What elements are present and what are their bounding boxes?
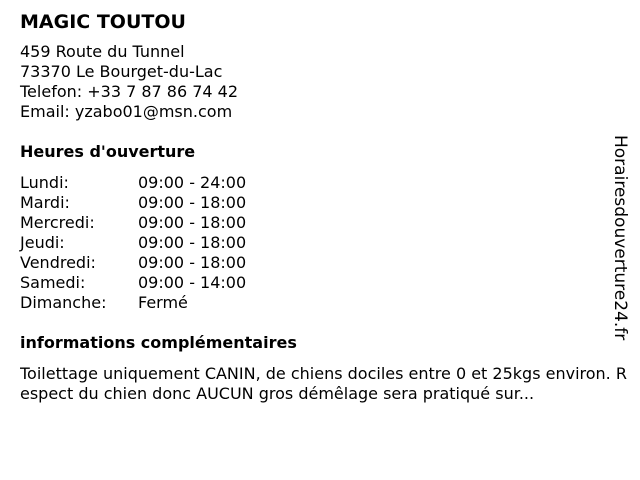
address-city: 73370 Le Bourget-du-Lac <box>20 62 223 81</box>
hours-row-tuesday <box>20 193 610 213</box>
phone-line[interactable]: Telefon: +33 7 87 86 74 42 <box>20 82 239 101</box>
time-value: 09:00 - 24:00 <box>138 173 247 192</box>
hours-row-wednesday <box>20 213 610 233</box>
hours-row-monday <box>20 173 610 193</box>
time-value: 09:00 - 18:00 <box>138 253 247 272</box>
time-value: 09:00 - 18:00 <box>138 233 247 252</box>
info-heading: informations complémentaires <box>20 333 297 352</box>
day-label: Samedi: <box>20 273 86 292</box>
time-value: Fermé <box>138 293 188 312</box>
day-label: Dimanche: <box>20 293 107 312</box>
day-label: Jeudi: <box>20 233 65 252</box>
time-value: 09:00 - 18:00 <box>138 213 247 232</box>
info-text: Toilettage uniquement CANIN, de chiens dociles entre 0 et 25kgs environ. Respect du chien donc AUCUN gros démêlage sera pratiqué sur... <box>20 364 627 403</box>
hours-row-saturday <box>20 273 610 293</box>
watermark-text: Horairesdouverture24.fr <box>610 135 630 341</box>
time-value: 09:00 - 18:00 <box>138 193 247 212</box>
email-line[interactable]: Email: yzabo01@msn.com <box>20 102 233 121</box>
address-street: 459 Route du Tunnel <box>20 42 185 61</box>
hours-table <box>20 173 610 313</box>
hours-row-sunday <box>20 293 610 313</box>
hours-row-friday <box>20 253 610 273</box>
day-label: Vendredi: <box>20 253 96 272</box>
day-label: Mercredi: <box>20 213 95 232</box>
day-label: Mardi: <box>20 193 70 212</box>
business-name: MAGIC TOUTOU <box>20 11 186 33</box>
address-block <box>20 42 610 122</box>
hours-row-thursday <box>20 233 610 253</box>
hours-heading: Heures d'ouverture <box>20 142 196 161</box>
day-label: Lundi: <box>20 173 69 192</box>
time-value: 09:00 - 14:00 <box>138 273 247 292</box>
